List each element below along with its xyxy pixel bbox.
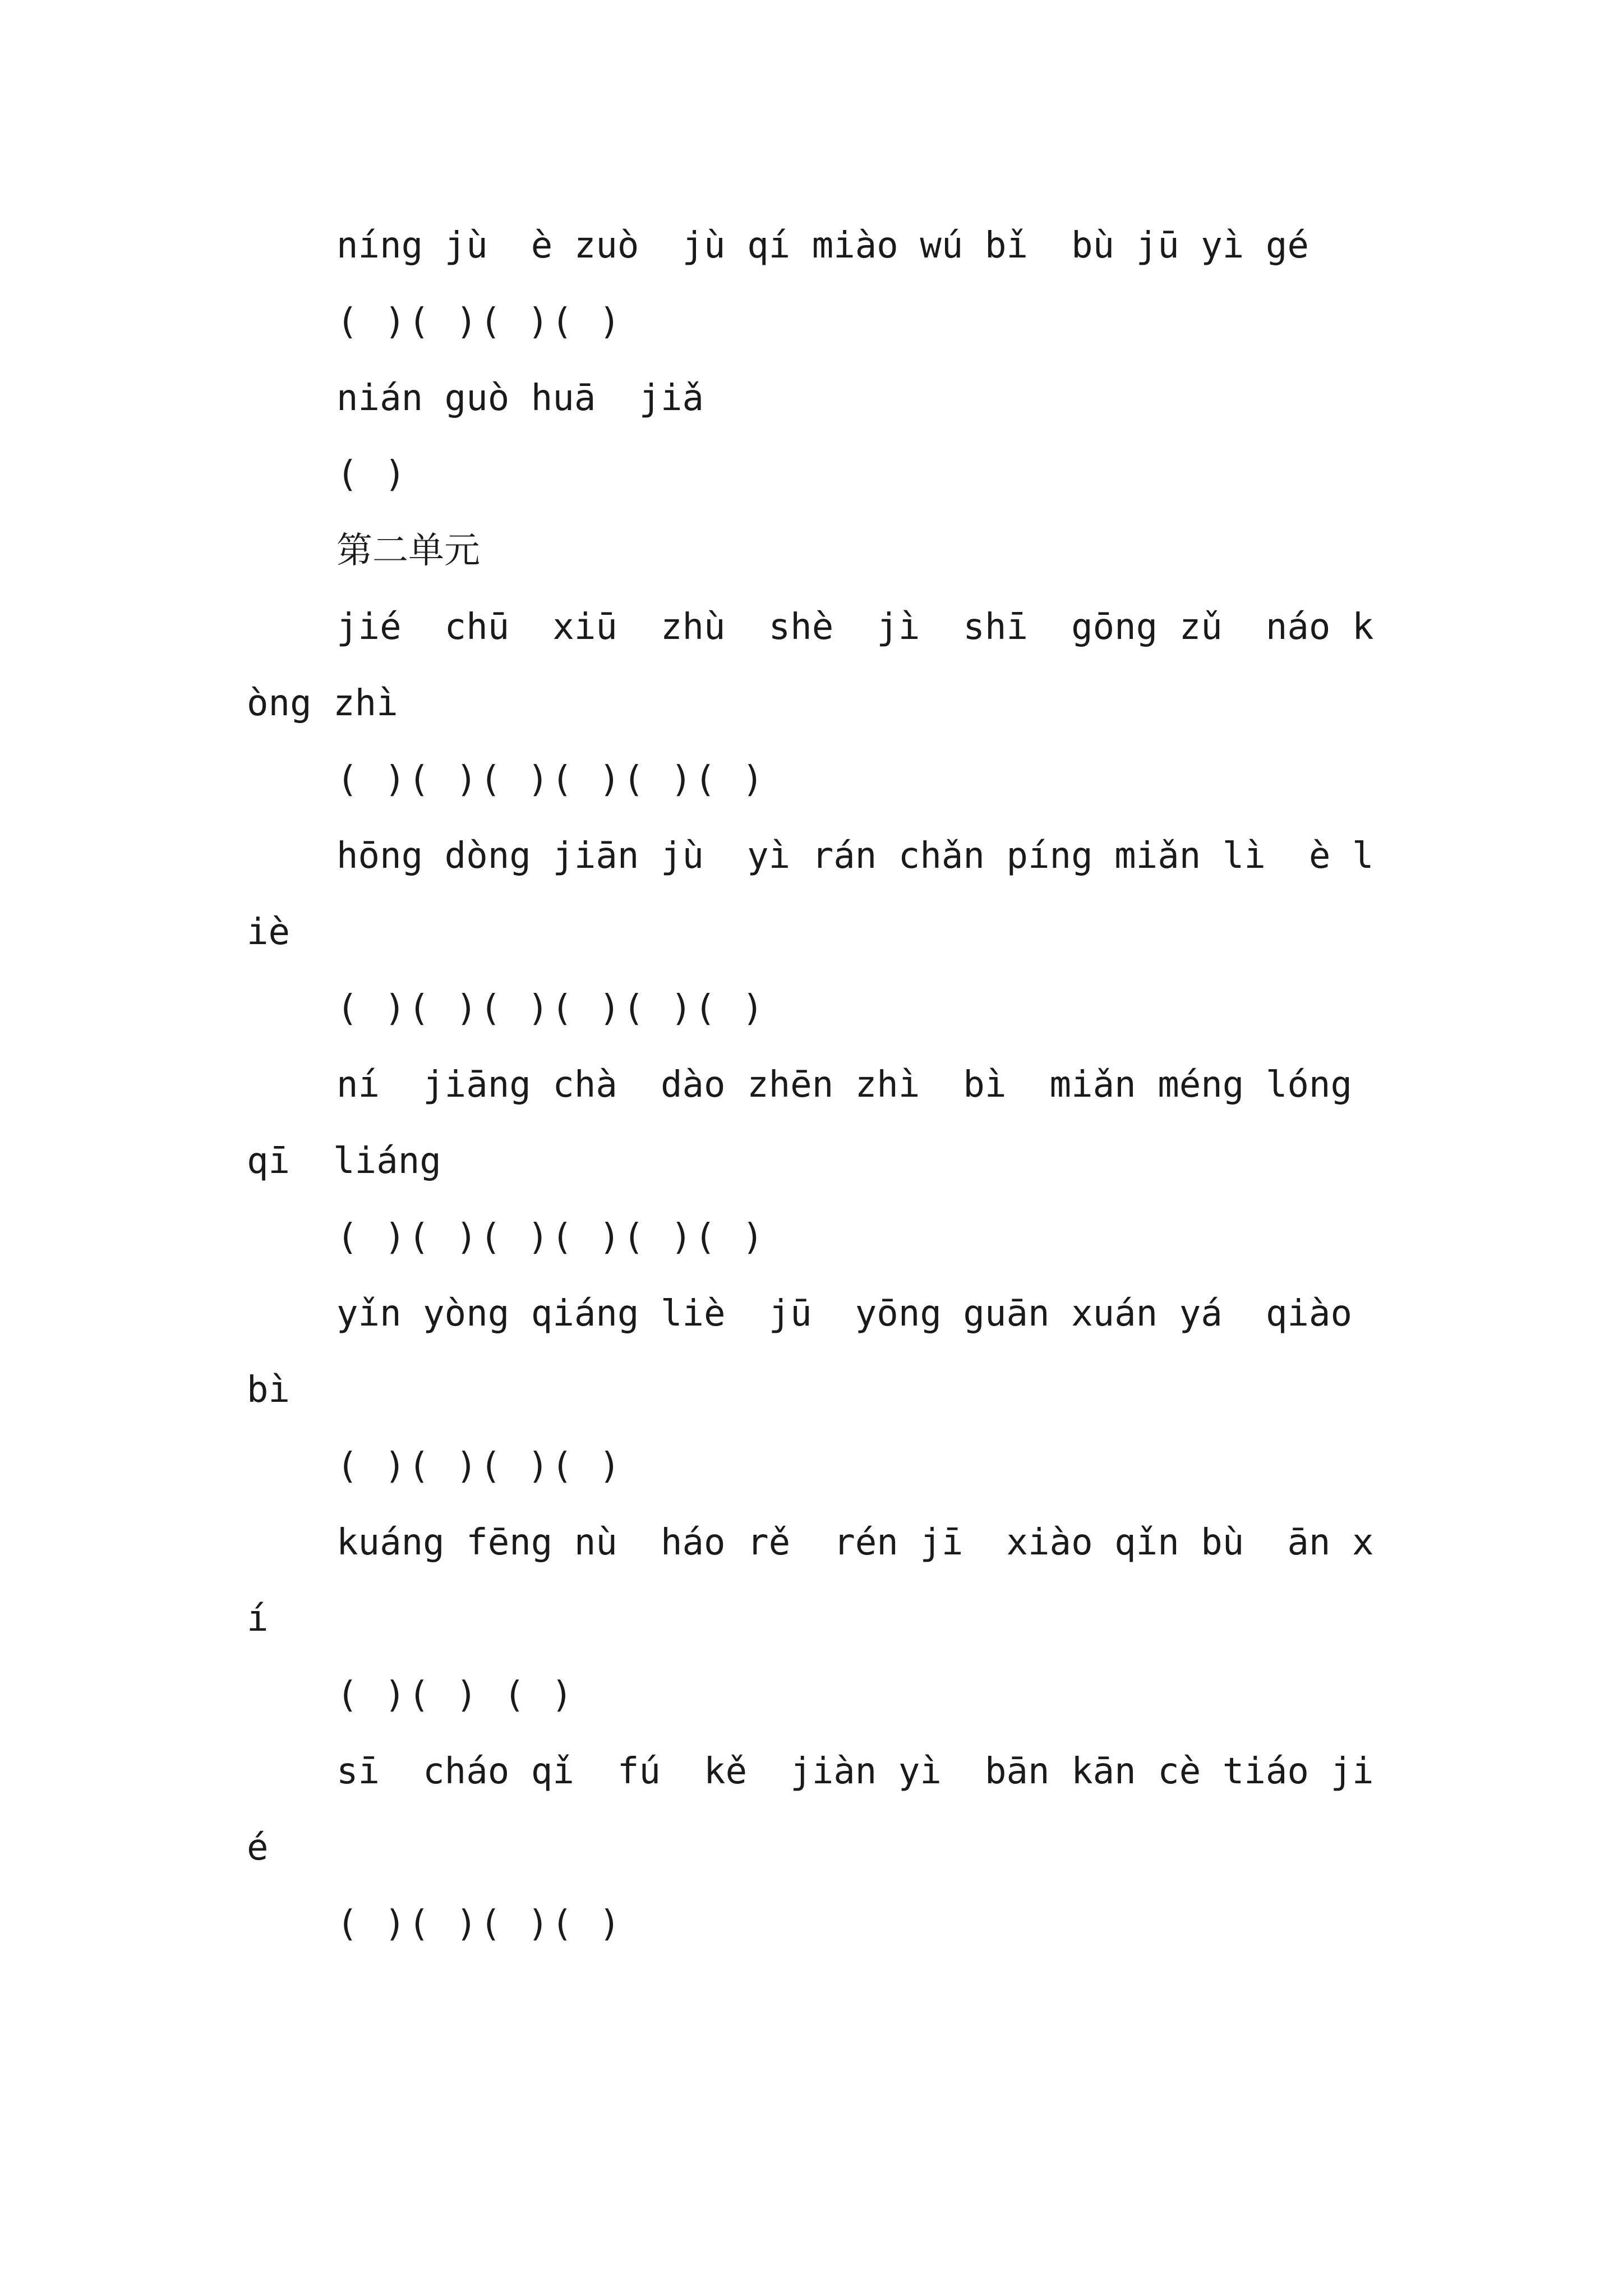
answer-blanks: ( ) [336, 454, 408, 495]
pinyin-line: nián guò huā jiǎ [336, 378, 704, 419]
document-body [247, 208, 1385, 1962]
pinyin-line: jié chū xiū zhù shè jì shī gōng zǔ náo kòng zhì [247, 606, 1374, 724]
pinyin-line: kuáng fēng nù háo rě rén jī xiào qǐn bù ān xí [247, 1522, 1374, 1640]
pinyin-line: sī cháo qǐ fú kě jiàn yì bān kān cè tiáo jié [247, 1751, 1374, 1869]
pinyin-line: níng jù è zuò jù qí miào wú bǐ bù jū yì gé [336, 225, 1309, 266]
answer-blanks: ( )( )( )( ) [336, 1446, 623, 1487]
unit-heading: 第二单元 [336, 530, 480, 572]
answer-blanks: ( )( )( )( ) [336, 301, 623, 343]
answer-blanks: ( )( )( )( ) [336, 1903, 623, 1945]
pinyin-line: hōng dòng jiān jù yì rán chǎn píng miǎn lì è liè [247, 835, 1374, 953]
answer-blanks: ( )( )( )( )( )( ) [336, 759, 766, 800]
answer-blanks: ( )( )( )( )( )( ) [336, 1217, 766, 1258]
pinyin-line: yǐn yòng qiáng liè jū yōng guān xuán yá qiào bì [247, 1293, 1374, 1411]
answer-blanks: ( )( )( )( )( )( ) [336, 988, 766, 1029]
answer-blanks: ( )( ) ( ) [336, 1674, 575, 1716]
pinyin-line: ní jiāng chà dào zhēn zhì bì miǎn méng lóng qī liáng [247, 1064, 1374, 1182]
